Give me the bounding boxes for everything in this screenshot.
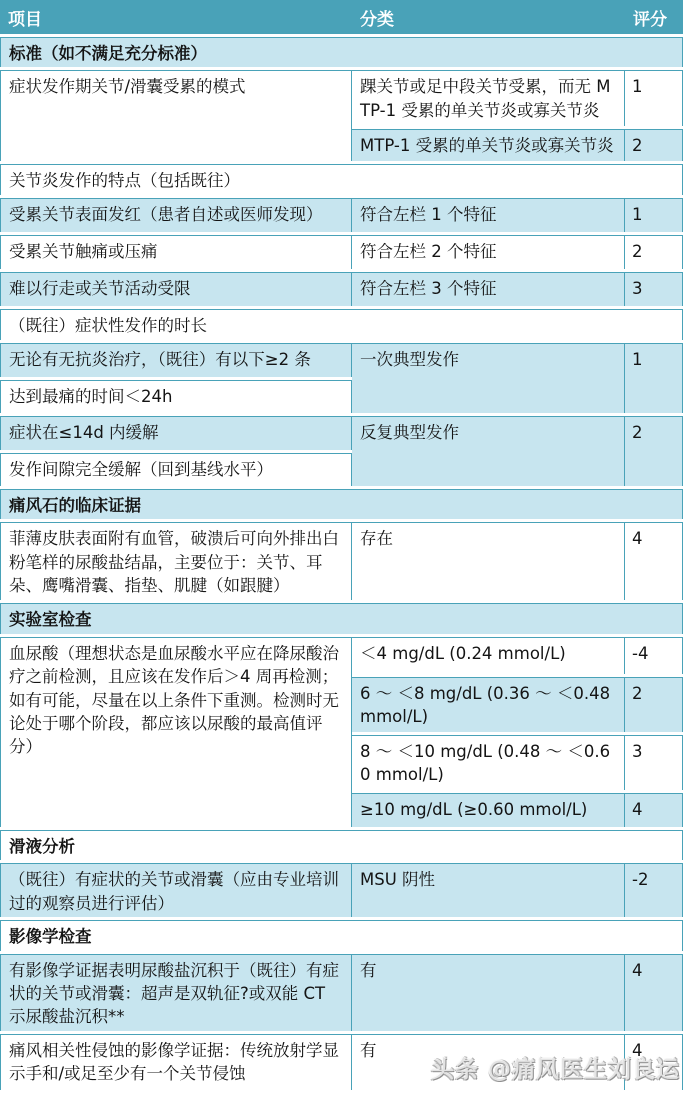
score-cell: 3	[625, 272, 683, 306]
column-header-category: 分类	[352, 0, 625, 34]
category-cell: ＜4 mg/dL (0.24 mmol/L)	[352, 637, 625, 674]
category-cell: 踝关节或足中段关节受累，而无 MTP-1 受累的单关节炎或寡关节炎	[352, 70, 625, 126]
table-row-urate-1	[0, 637, 683, 674]
table-row-episode-1	[0, 343, 683, 377]
table-row-tophus	[0, 522, 683, 600]
table-row-imaging-deposit	[0, 954, 683, 1031]
category-cell: 8 ～ ＜10 mg/dL (0.48 ～ ＜0.60 mmol/L)	[352, 735, 625, 790]
item-cell: 症状在≤14d 内缓解	[0, 416, 352, 450]
table-row-episode-3	[0, 416, 683, 450]
item-cell: 受累关节触痛或压痛	[0, 235, 352, 269]
item-cell: 菲薄皮肤表面附有血管，破溃后可向外排出白粉笔样的尿酸盐结晶，主要位于：关节、耳朵、鹰嘴滑囊、指垫、肌腱（如跟腱）	[0, 522, 352, 600]
section-title-criteria: 标准（如不满足充分标准）	[0, 37, 683, 67]
table-row-redness	[0, 198, 683, 232]
section-header-row-imaging	[0, 920, 683, 950]
category-cell: 符合左栏 3 个特征	[352, 272, 625, 306]
score-cell: 4	[625, 522, 683, 600]
category-cell: MTP-1 受累的单关节炎或寡关节炎	[352, 129, 625, 161]
category-cell: 有	[352, 954, 625, 1031]
subsection-row-episodes	[0, 309, 683, 340]
table-row-walking	[0, 272, 683, 306]
subsection-title-episodes: （既往）症状性发作的时长	[0, 309, 683, 340]
score-cell: 1	[625, 343, 683, 413]
category-cell: ≥10 mg/dL (≥0.60 mmol/L)	[352, 793, 625, 827]
category-cell: 6 ～ ＜8 mg/dL (0.36 ～ ＜0.48 mmol/L)	[352, 677, 625, 732]
table-row-pattern-1	[0, 70, 683, 126]
subsection-row-characteristics	[0, 164, 683, 194]
score-cell: 2	[625, 235, 683, 269]
section-header-row-synovial	[0, 830, 683, 860]
score-cell: 1	[625, 198, 683, 232]
score-cell: 4	[625, 793, 683, 827]
score-cell: -2	[625, 863, 683, 917]
column-header-score: 评分	[625, 0, 683, 34]
item-cell: 达到最痛的时间＜24h	[0, 380, 352, 413]
item-cell: 发作间隙完全缓解（回到基线水平）	[0, 453, 352, 486]
subsection-title-characteristics: 关节炎发作的特点（包括既往）	[0, 164, 683, 194]
score-cell: 2	[625, 677, 683, 732]
score-cell: 4	[625, 954, 683, 1031]
score-cell: -4	[625, 637, 683, 674]
table-row-tenderness	[0, 235, 683, 269]
category-cell-recurrent-episode: 反复典型发作	[352, 416, 625, 486]
category-cell-typical-episode: 一次典型发作	[352, 343, 625, 413]
toutiao-watermark: 头条 @痛风医生刘良运	[430, 1057, 680, 1083]
category-cell: 符合左栏 1 个特征	[352, 198, 625, 232]
section-title-imaging: 影像学检查	[0, 920, 683, 950]
category-cell: MSU 阴性	[352, 863, 625, 917]
section-header-row-lab	[0, 603, 683, 633]
item-cell: 受累关节表面发红（患者自述或医师发现）	[0, 198, 352, 232]
section-title-synovial: 滑液分析	[0, 830, 683, 860]
score-cell: 4	[625, 1034, 683, 1090]
item-cell-pattern: 症状发作期关节/滑囊受累的模式	[0, 70, 352, 161]
item-cell: 无论有无抗炎治疗，（既往）有以下≥2 条	[0, 343, 352, 377]
section-title-lab: 实验室检查	[0, 603, 683, 633]
category-cell: 有	[352, 1034, 625, 1090]
section-header-row-tophus	[0, 489, 683, 519]
item-cell-serum-urate: 血尿酸（理想状态是血尿酸水平应在降尿酸治疗之前检测，且应该在发作后＞4 周再检测；如有可能，尽量在以上条件下重测。检测时无论处于哪个阶段，都应该以尿酸的最高值评分）	[0, 637, 352, 827]
item-cell: 有影像学证据表明尿酸盐沉积于（既往）有症状的关节或滑囊：超声是双轨征?或双能 CT 示尿酸盐沉积**	[0, 954, 352, 1031]
table-row-synovial	[0, 863, 683, 917]
score-cell: 2	[625, 129, 683, 161]
category-cell: 存在	[352, 522, 625, 600]
score-cell: 2	[625, 416, 683, 486]
item-cell: （既往）有症状的关节或滑囊（应由专业培训过的观察员进行评估）	[0, 863, 352, 917]
score-cell: 3	[625, 735, 683, 790]
item-cell: 痛风相关性侵蚀的影像学证据：传统放射学显示手和/或足至少有一个关节侵蚀	[0, 1034, 352, 1090]
header-row	[0, 0, 683, 34]
section-title-tophus: 痛风石的临床证据	[0, 489, 683, 519]
item-cell: 难以行走或关节活动受限	[0, 272, 352, 306]
column-header-item: 项目	[0, 0, 352, 34]
score-cell: 1	[625, 70, 683, 126]
category-cell: 符合左栏 2 个特征	[352, 235, 625, 269]
section-header-row-criteria	[0, 37, 683, 67]
